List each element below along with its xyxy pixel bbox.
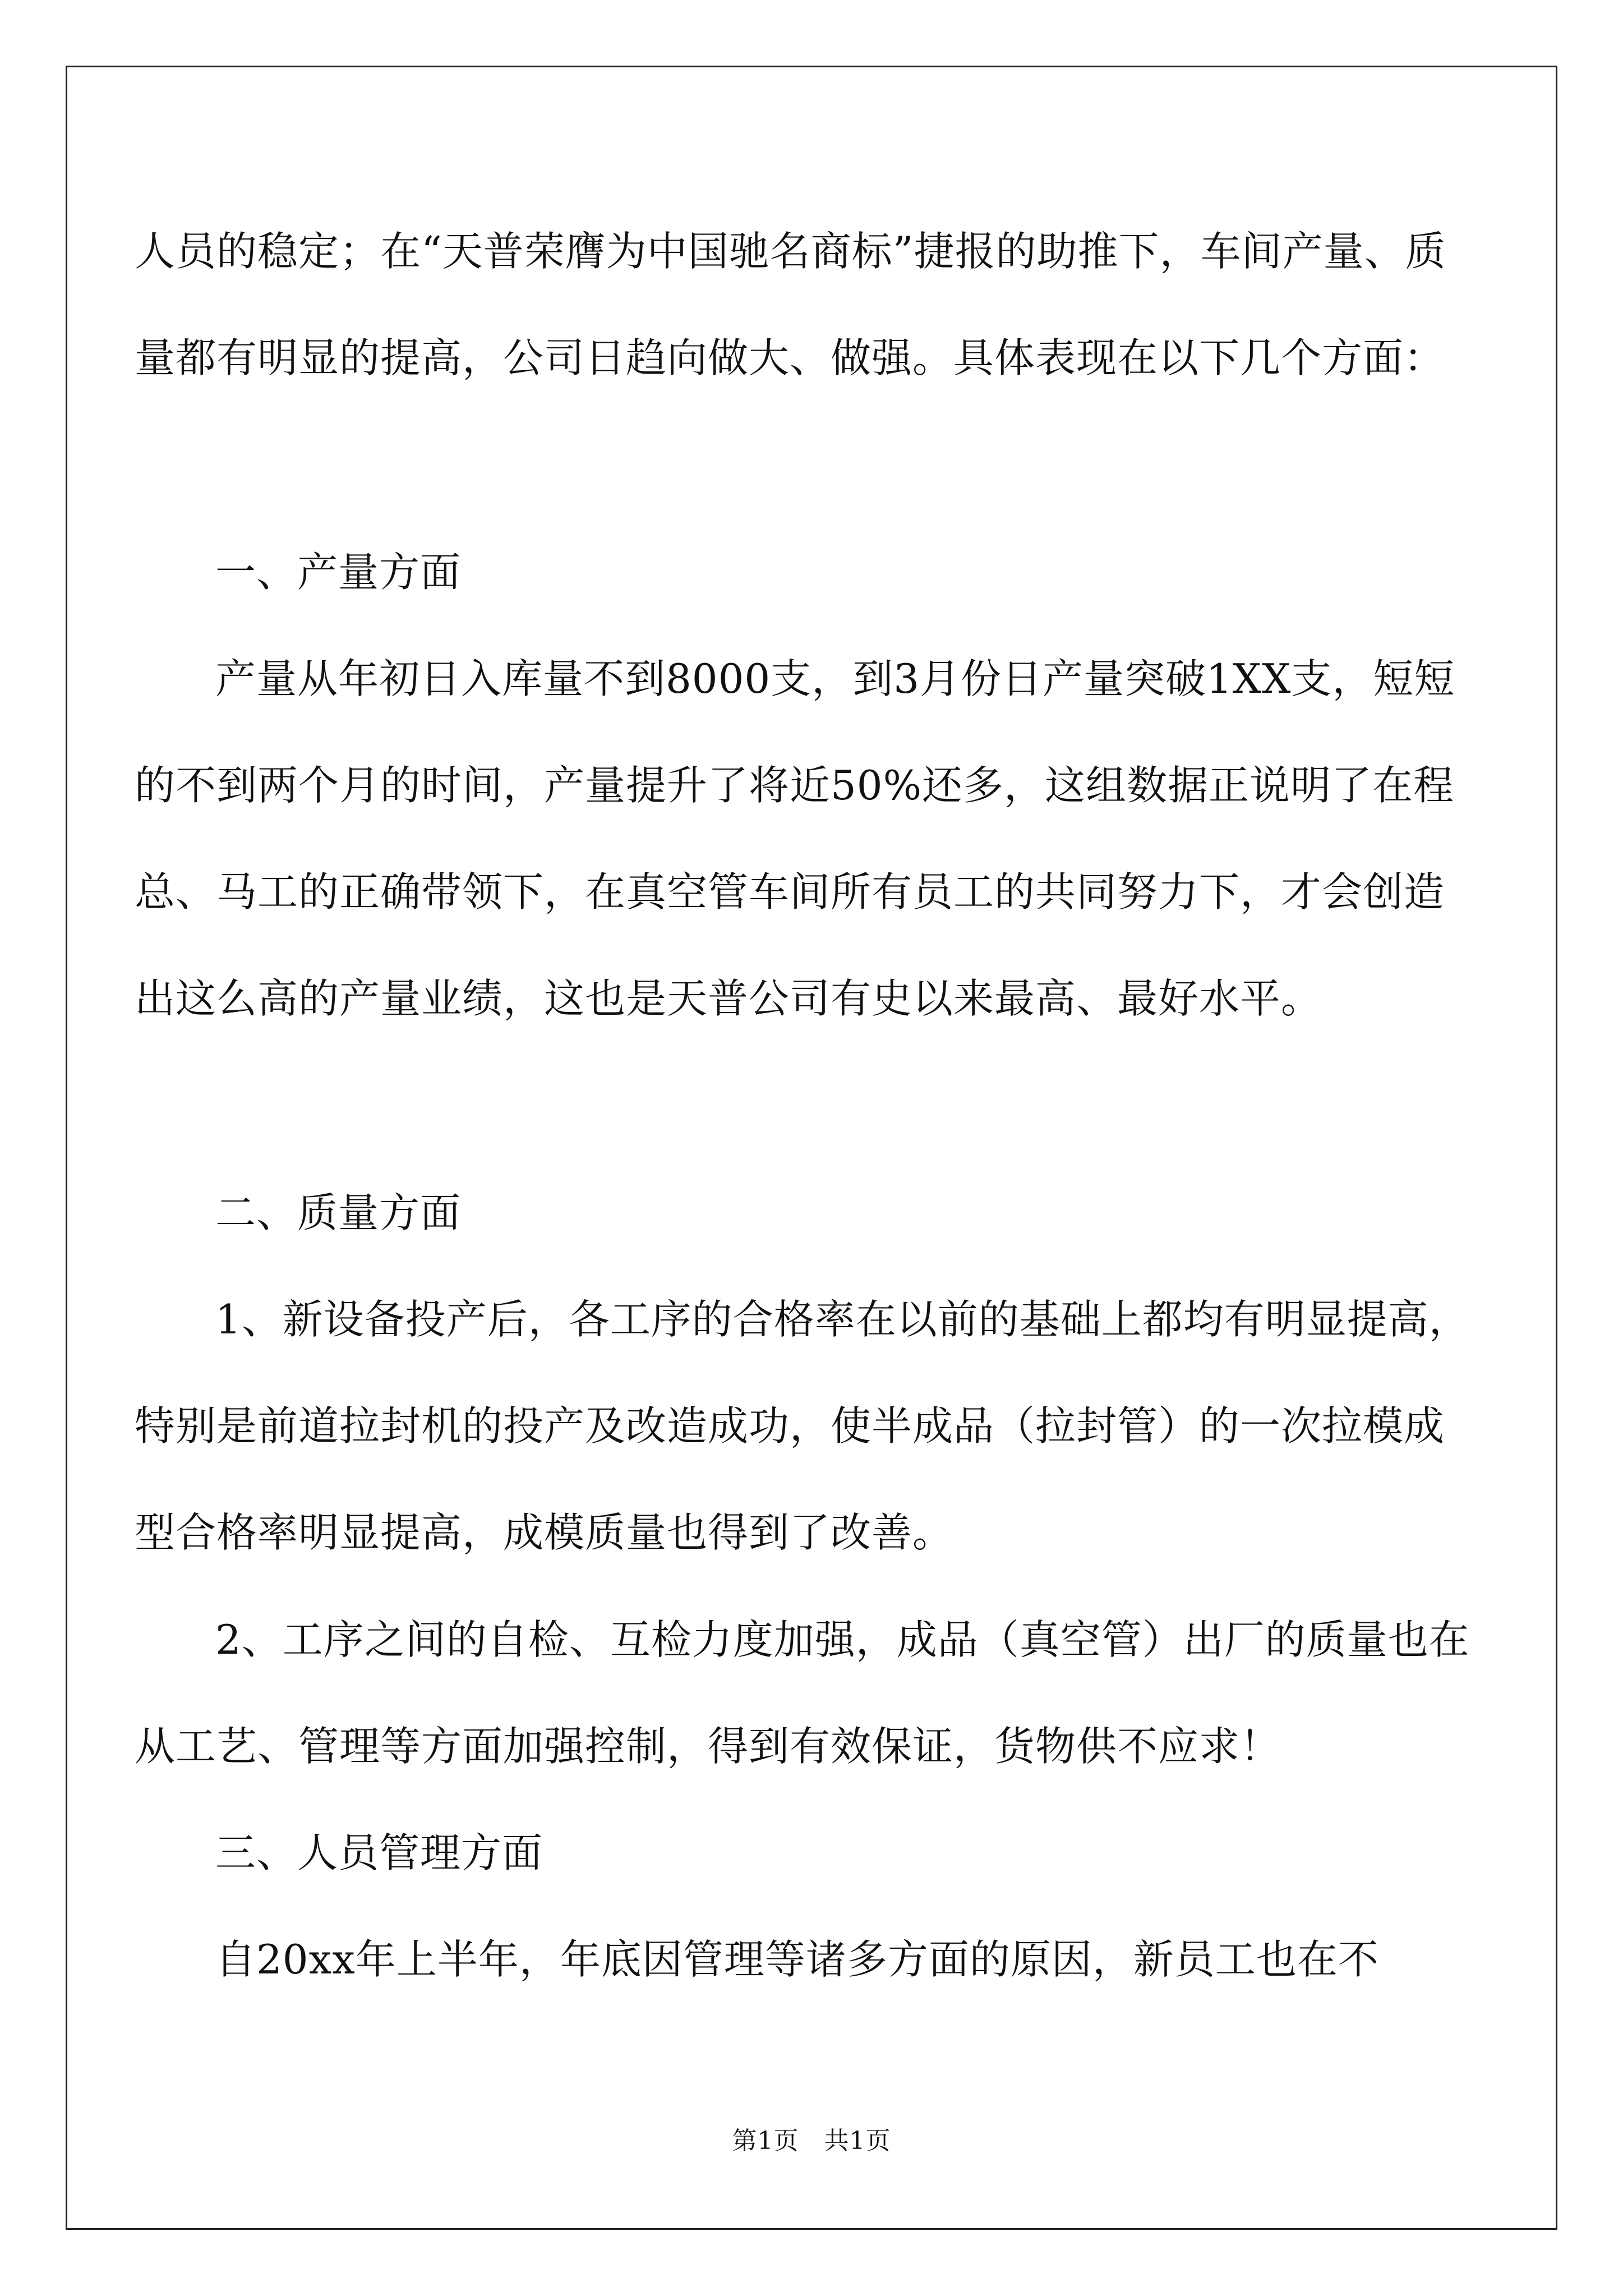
paragraph-quality-2: 2、工序之间的自检、互检力度加强，成品（真空管）出厂的质量也在从工艺、管理等方面加强控制，得到有效保证，货物供不应求！ xyxy=(135,1616,1470,1770)
heading-personnel: 三、人员管理方面 xyxy=(215,1829,543,1876)
paragraph-quality-1: 1、新设备投产后，各工序的合格率在以前的基础上都均有明显提高，特别是前道拉封机的投产及改造成功，使半成品（拉封管）的一次拉模成型合格率明显提高，成模质量也得到了改善。 xyxy=(135,1296,1470,1556)
paragraph-output: 产量从年初日入库量不到8000支，到3月份日产量突破1XX支，短短的不到两个月的时间，产量提升了将近50%还多，这组数据正说明了在程总、马工的正确带领下，在真空管车间所有员工的共同努力下，才会创造出这么高的产量业绩，这也是天普公司有史以来最高、最好水平。 xyxy=(135,655,1455,1022)
paragraph-intro: 人员的稳定；在“天普荣膺为中国驰名商标”捷报的助推下，车间产量、质量都有明显的提高，公司日趋向做大、做强。具体表现在以下几个方面： xyxy=(135,228,1446,381)
heading-output: 一、产量方面 xyxy=(215,549,462,596)
page-number: 第1页 共1页 xyxy=(732,2127,891,2155)
heading-quality: 二、质量方面 xyxy=(215,1189,462,1236)
paragraph-personnel: 自20xx年上半年，年底因管理等诸多方面的原因，新员工也在不 xyxy=(215,1936,1379,1983)
